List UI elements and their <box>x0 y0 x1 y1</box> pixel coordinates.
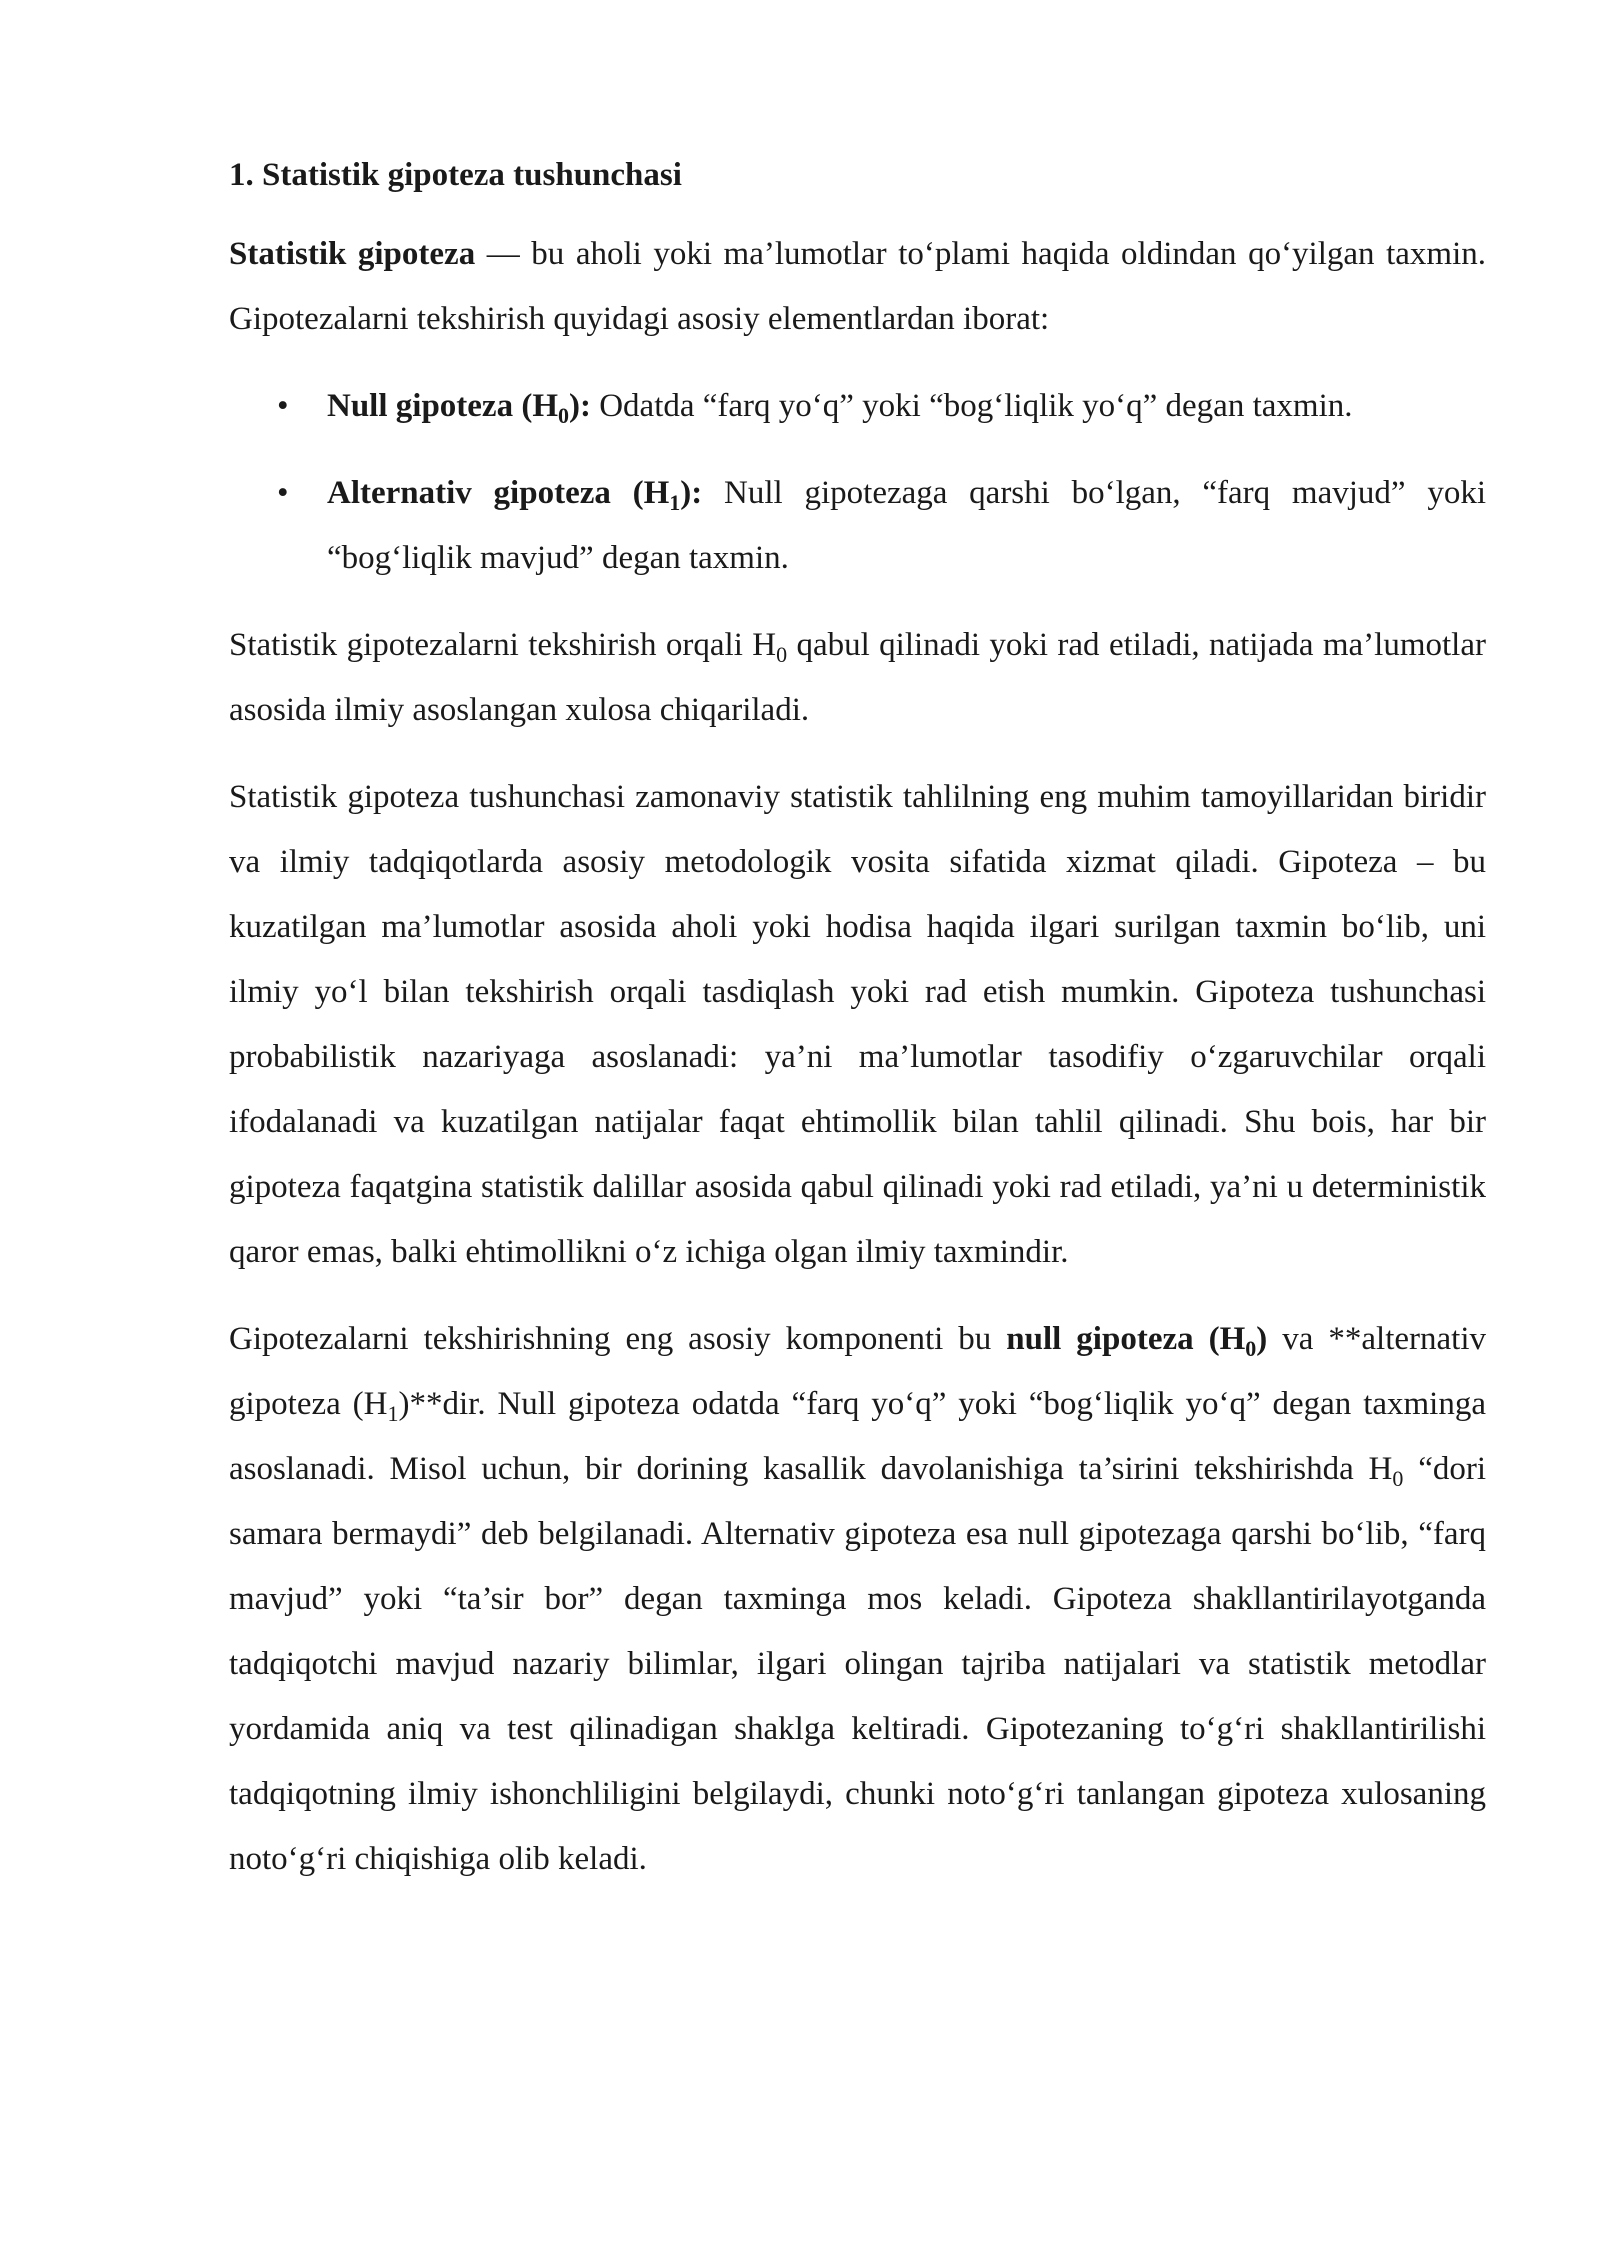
label-text: Alternativ gipoteza (H <box>327 475 670 511</box>
subscript: 0 <box>776 642 788 667</box>
subscript: 0 <box>1245 1336 1257 1361</box>
label-text: Null gipoteza (H <box>327 388 558 424</box>
subscript: 1 <box>387 1401 399 1426</box>
text-run: qabul qilinadi yoki rad etiladi, natijada ma’lumotlar asosida ilmiy asoslangan xulosa chiqariladi. <box>229 627 1486 728</box>
text-run: Gipotezalarni tekshirishning eng asosiy komponenti bu <box>229 1321 1007 1357</box>
definition-paragraph <box>229 222 1486 352</box>
text-run: “dori samara bermaydi” deb belgilanadi. Alternativ gipoteza esa null gipotezaga qarshi bo‘lib, “farq mavjud” yoki “ta’sir bor” degan taxminga mos keladi. Gipoteza shakllantirilayotganda tadqiqotchi mavjud nazariy bilimlar, ilgari olingan tajriba natijalari va statistik metodlar yordamida aniq va test qilinadigan shaklga keltiradi. Gipotezaning to‘g‘ri shakllantirilishi tadqiqotning ilmiy ishonchliligini belgilaydi, chunki noto‘g‘ri tanlangan gipoteza xulosaning noto‘g‘ri chiqishiga olib keladi. <box>229 1451 1486 1877</box>
term-statistik-gipoteza: Statistik gipoteza <box>229 236 476 272</box>
definition-text: — bu aholi yoki ma’lumotlar to‘plami haqida oldindan qo‘yilgan taxmin. Gipotezalarni tekshirish quyidagi asosiy elementlardan iborat: <box>229 236 1486 337</box>
label-text: ): <box>568 388 591 424</box>
alternative-hypothesis-label <box>327 475 703 515</box>
list-item-alternative-hypothesis <box>229 461 1486 591</box>
subscript: 0 <box>1392 1466 1404 1491</box>
list-item-null-hypothesis <box>229 374 1486 439</box>
alternative-hypothesis-text: Null gipotezaga qarshi bo‘lgan, “farq mavjud” yoki “bog‘liqlik mavjud” degan taxmin. <box>327 475 1486 576</box>
concept-paragraph: Statistik gipoteza tushunchasi zamonaviy statistik tahlilning eng muhim tamoyillaridan biridir va ilmiy tadqiqotlarda asosiy metodologik vosita sifatida xizmat qiladi. Gipoteza – bu kuzatilgan ma’lumotlar asosida aholi yoki hodisa haqida ilgari surilgan taxmin bo‘lib, uni ilmiy yo‘l bilan tekshirish orqali tasdiqlash yoki rad etish mumkin. Gipoteza tushunchasi probabilistik nazariyaga asoslanadi: ya’ni ma’lumotlar tasodifiy o‘zgaruvchilar orqali ifodalanadi va kuzatilgan natijalar faqat ehtimollik bilan tahlil qilinadi. Shu bois, har bir gipoteza faqatgina statistik dalillar asosida qabul qilinadi yoki rad etiladi, ya’ni u deterministik qaror emas, balki ehtimollikni o‘z ichiga olgan ilmiy taxmindir. <box>229 779 1486 1270</box>
null-hypothesis-term <box>1006 1321 1268 1361</box>
testing-paragraph <box>229 613 1486 743</box>
null-hypothesis-text: Odatda “farq yo‘q” yoki “bog‘liqlik yo‘q” degan taxmin. <box>590 388 1353 424</box>
label-text: ): <box>680 475 703 511</box>
bullet-marker: • <box>277 475 289 511</box>
components-paragraph <box>229 1307 1486 1892</box>
null-hypothesis-label <box>327 388 591 428</box>
text-run: va **alternativ gipoteza (H <box>229 1321 1486 1422</box>
document-page <box>229 150 1486 1914</box>
text-run: Statistik gipotezalarni tekshirish orqali H <box>229 627 777 663</box>
bullet-marker: • <box>277 388 289 424</box>
subscript: 0 <box>557 403 569 428</box>
text-run: ) <box>1256 1321 1268 1357</box>
section-heading: 1. Statistik gipoteza tushunchasi <box>229 157 682 193</box>
hypothesis-list <box>229 374 1486 591</box>
subscript: 1 <box>669 490 681 515</box>
text-run: null gipoteza (H <box>1006 1321 1246 1357</box>
text-run: )**dir. Null gipoteza odatda “farq yo‘q” yoki “bog‘liqlik yo‘q” degan taxminga asoslanadi. Misol uchun, bir dorining kasallik davolanishiga ta’sirini tekshirishda H <box>229 1386 1486 1487</box>
